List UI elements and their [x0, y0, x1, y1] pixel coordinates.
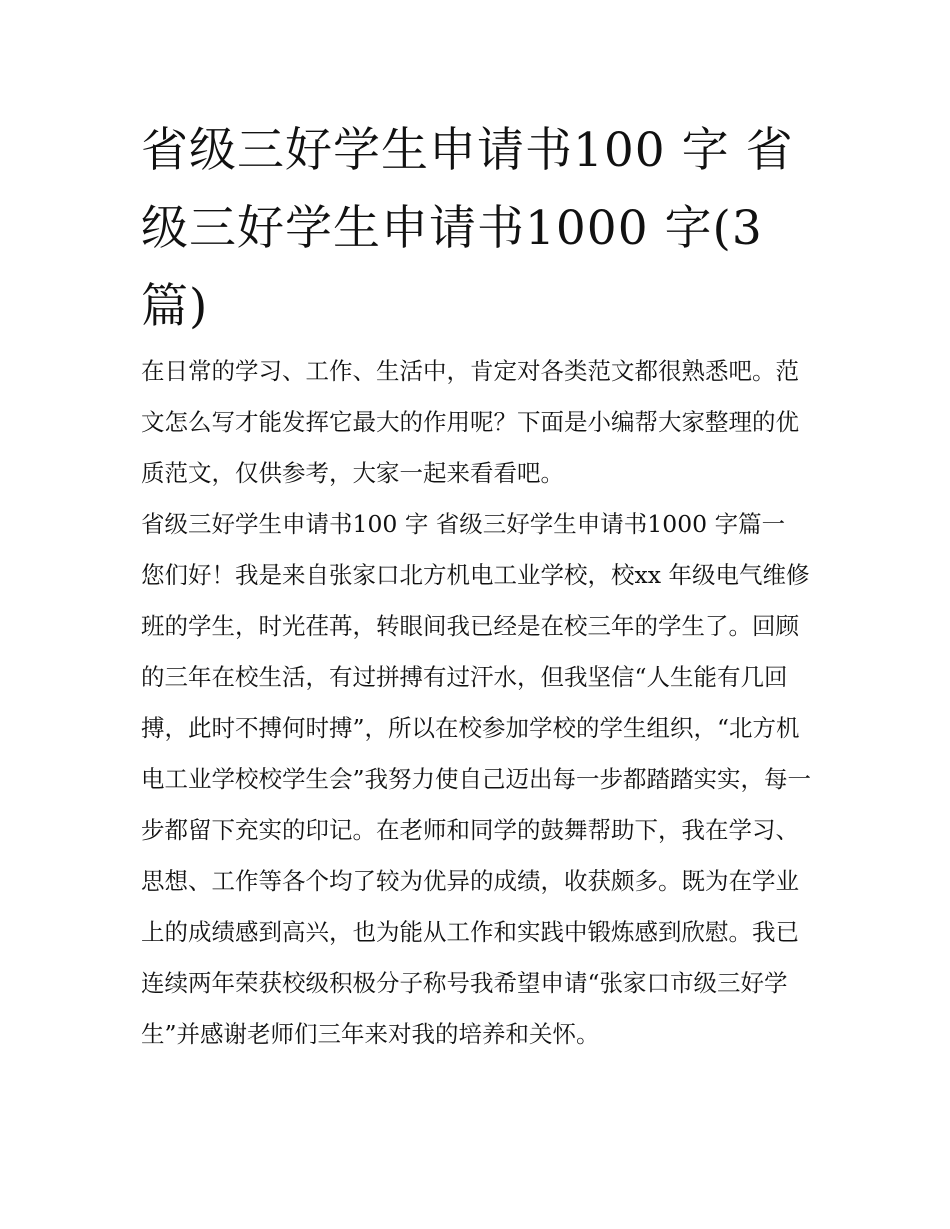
document-title — [141, 112, 816, 346]
title-line-2: 级三好学生申请书1000 字(3 — [141, 201, 763, 256]
title-line-1: 省级三好学生申请书100 字 省 — [141, 123, 794, 178]
section-heading: 省级三好学生申请书100 字 省级三好学生申请书1000 字篇一 — [141, 510, 786, 538]
body-paragraph: 您们好！我是来自张家口北方机电工业学校，校xx 年级电气维修班的学生，时光荏苒，转眼间我已经是在校三年的学生了。回顾的三年在校生活，有过拼搏有过汗水，但我坚信“人生能有几回搏，此时不搏何时搏”，所以在校参加学校的学生组织，“北方机电工业学校校学生会”我努力使自己迈出每一步都踏踏实实，每一步都留下充实的印记。在老师和同学的鼓舞帮助下，我在学习、思想、工作等各个均了较为优异的成绩，收获颇多。既为在学业上的成绩感到高兴，也为能从工作和实践中锻炼感到欣慰。我已连续两年荣获校级积极分子称号我希望申请“张家口市级三好学生”并感谢老师们三年来对我的培养和关怀。 — [141, 561, 812, 1048]
intro-paragraph: 在日常的学习、工作、生活中，肯定对各类范文都很熟悉吧。范文怎么写才能发挥它最大的作用呢？下面是小编帮大家整理的优质范文，仅供参考，大家一起来看看吧。 — [141, 357, 799, 487]
document-page — [141, 112, 816, 1060]
title-line-3: 篇) — [141, 279, 209, 334]
